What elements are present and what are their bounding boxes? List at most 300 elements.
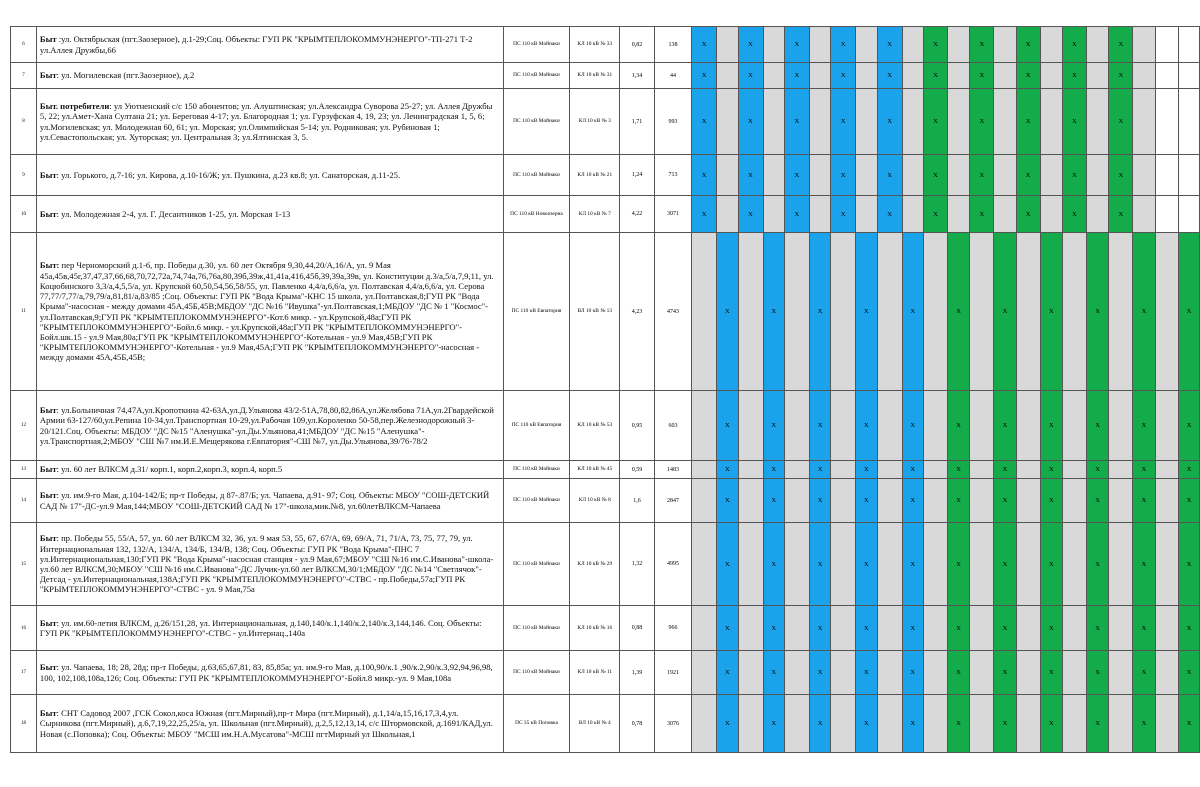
- schedule-cell: [809, 89, 830, 155]
- schedule-cell: [1155, 523, 1179, 606]
- load-value-cell: 0,78: [620, 695, 655, 753]
- consumers-count-cell: 966: [654, 606, 691, 651]
- schedule-cell: [902, 196, 923, 233]
- schedule-mark-cell: X: [1062, 27, 1086, 63]
- consumers-count-cell: 3076: [654, 695, 691, 753]
- schedule-cell: [1016, 695, 1040, 753]
- schedule-mark-cell: X: [1040, 523, 1062, 606]
- load-value-cell: 0,82: [620, 27, 655, 63]
- outage-schedule-table: [10, 26, 1200, 753]
- schedule-cell: [1155, 63, 1179, 89]
- schedule-cell: [1155, 606, 1179, 651]
- schedule-mark-cell: X: [947, 391, 969, 461]
- consumers-count-cell: 2847: [654, 479, 691, 523]
- schedule-cell: [831, 523, 856, 606]
- consumer-label: Быт. потребители: [39, 101, 110, 112]
- schedule-cell: [994, 155, 1016, 196]
- schedule-mark-cell: X: [1016, 63, 1040, 89]
- schedule-cell: [877, 695, 902, 753]
- schedule-cell: [1133, 63, 1155, 89]
- schedule-cell: [831, 606, 856, 651]
- row-number: 10: [11, 196, 37, 233]
- schedule-mark-cell: X: [809, 695, 830, 753]
- schedule-cell: [1087, 196, 1109, 233]
- schedule-mark-cell: X: [1109, 63, 1133, 89]
- schedule-cell: [902, 155, 923, 196]
- schedule-cell: [738, 606, 763, 651]
- schedule-cell: [994, 89, 1016, 155]
- feeder-line-cell: КЛ 10 кВ № 21: [570, 155, 620, 196]
- schedule-cell: [1109, 391, 1133, 461]
- schedule-cell: [1062, 233, 1086, 391]
- feeder-line-cell: КЛ 10 кВ № 8: [570, 479, 620, 523]
- schedule-mark-cell: X: [970, 155, 994, 196]
- schedule-cell: [738, 651, 763, 695]
- substation-cell: ПС 110 кВ Мойнаки: [503, 155, 570, 196]
- schedule-cell: [1155, 233, 1179, 391]
- schedule-mark-cell: X: [1179, 695, 1200, 753]
- consumer-addresses: пер Черноморский д.1-6, пр. Победы д.30, ул. 60 лет Октября 9,30,44,20/А,16/А, ул. 9 Мая 45а,45в,45г,37,47,37,66,68,70,72,72а,74,74а,76,76а,80,39б,39ж,41,41а,416,45б,39,39а,39в, ул. Конституции д.3/а,5/а,7,9,11, ул. Коцюбинского 3,3/а,4,5,5/а, ул. Крупской 60,50,54,56,58/55, ул. Павленко 4,4/а,6,6/а, ул. Полтавская 4,4/а,6,6/а, ул. Серова 77,77/7,77/а,79,79/а,81,81/а,83/85 ;Соц. Объекты: ГУП РК "Вода Крыма"-КНС 15 школа, ул.Полтавская,8;ГУП РК "Вода Крыма"-насосная - между домами 45А,45Б,45В;МБДОУ "ДС №16 "Ивушка"-ул.Полтавская,1;МБДОУ "ДС № 1 "Космос"- ул.Полтавская,9;ГУП РК "КРЫМТЕПЛОКОММУНЭНЕРГО"-Кот.6 микр. - ул.Крупской,48а;ГУП РК "КРЫМТЕПЛОКОММУНЭНЕРГО"-Бойл.6 микр. - ул.Крупской,48а;ГУП РК "КРЫМТЕПЛОКОММУНЭНЕРГО"-Бойл.шк.15 - ул.9 Мая,80а;ГУП РК "КРЫМТЕПЛОКОММУНЭНЕРГО"-Котельная - ул.9 Мая,45В;ГУП РК "КРЫМТЕПЛОКОММУНЭНЕРГО"-Котельная - ул.9 Мая,45А;ГУП РК "КРЫМТЕПЛОКОММУНЭНЕРГО"-насосная - между домами 45А,45Б,45В;: [39, 260, 494, 363]
- consumer-label: Быт: [39, 70, 57, 81]
- consumer-label: Быт: [39, 708, 57, 719]
- table-row: [11, 63, 1200, 89]
- load-value-cell: 1,32: [620, 523, 655, 606]
- consumer-description: [36, 651, 503, 695]
- substation-cell: ПС 110 кВ Мойнаки: [503, 27, 570, 63]
- schedule-cell: [947, 196, 969, 233]
- schedule-cell: [738, 391, 763, 461]
- schedule-cell: [1155, 651, 1179, 695]
- schedule-mark-cell: X: [902, 695, 923, 753]
- schedule-mark-cell: X: [877, 63, 902, 89]
- schedule-cell: [1016, 606, 1040, 651]
- schedule-cell: [877, 233, 902, 391]
- schedule-cell: [1040, 63, 1062, 89]
- schedule-mark-cell: X: [856, 606, 877, 651]
- schedule-cell: [923, 479, 947, 523]
- substation-cell: ПС 110 кВ Мойнаки: [503, 606, 570, 651]
- schedule-mark-cell: X: [831, 27, 856, 63]
- schedule-cell: [784, 391, 809, 461]
- load-value-cell: 4,22: [620, 196, 655, 233]
- table-row: [11, 606, 1200, 651]
- schedule-mark-cell: X: [1087, 391, 1109, 461]
- schedule-mark-cell: X: [923, 63, 947, 89]
- schedule-cell: [1133, 89, 1155, 155]
- schedule-mark-cell: X: [738, 155, 763, 196]
- feeder-line-cell: ВЛ 10 кВ № 13: [570, 233, 620, 391]
- schedule-mark-cell: X: [717, 695, 738, 753]
- schedule-mark-cell: X: [947, 479, 969, 523]
- schedule-mark-cell: X: [1133, 651, 1155, 695]
- schedule-cell: [1109, 479, 1133, 523]
- schedule-mark-cell: X: [831, 196, 856, 233]
- schedule-cell: [784, 606, 809, 651]
- consumer-addresses: : ул. Молодежная 2-4, ул. Г. Десантников 1-25, ул. Морская 1-13: [56, 208, 291, 219]
- substation-cell: ПС 110 кВ Евпатория: [503, 233, 570, 391]
- schedule-mark-cell: X: [1040, 695, 1062, 753]
- schedule-mark-cell: X: [1179, 391, 1200, 461]
- consumer-label: Быт: [39, 662, 57, 673]
- substation-cell: ПС 110 кВ Мойнаки: [503, 461, 570, 479]
- schedule-mark-cell: X: [1179, 606, 1200, 651]
- schedule-cell: [1016, 233, 1040, 391]
- load-value-cell: 4,23: [620, 233, 655, 391]
- schedule-cell: [902, 63, 923, 89]
- schedule-cell: [1040, 196, 1062, 233]
- schedule-mark-cell: X: [877, 196, 902, 233]
- schedule-mark-cell: X: [809, 391, 830, 461]
- schedule-cell: [784, 523, 809, 606]
- load-value-cell: 0,88: [620, 606, 655, 651]
- schedule-cell: [1087, 27, 1109, 63]
- schedule-mark-cell: X: [784, 63, 809, 89]
- schedule-cell: [738, 461, 763, 479]
- schedule-cell: [717, 155, 738, 196]
- feeder-line-cell: КЛ 10 кВ № 29: [570, 523, 620, 606]
- schedule-cell: [923, 606, 947, 651]
- schedule-mark-cell: X: [784, 27, 809, 63]
- consumer-description: [36, 89, 503, 155]
- schedule-mark-cell: X: [738, 89, 763, 155]
- schedule-mark-cell: X: [717, 606, 738, 651]
- schedule-mark-cell: X: [947, 695, 969, 753]
- schedule-cell: [856, 27, 877, 63]
- schedule-mark-cell: X: [1016, 155, 1040, 196]
- consumer-addresses: : пр. Победы 55, 55/А, 57, ул. 60 лет ВЛКСМ 32, 36, ул. 9 мая 53, 55, 67, 67/А, 69, 69/А, 71, 71/А, 73, 75, 77, 79, ул. Интернациональная 132, 132/А, 134/А, 134/Б, 134/В, 138; Соц. Объекты: ГУП РК "Вода Крыма"-ПНС 7 ул.Интернациональная,130;ГУП РК "Вода Крыма"-насосная станция - ул.9 Мая,67;МБОУ "СШ №16 им.С.Иванова"-школа-ул.60 лет ВЛКСМ,30;МБОУ "СШ №16 им.С.Иванова"-ДС Лучик-ул.60 лет ВЛКСМ,30/1;МБДОУ "ДС №14 "Светлячок"-Детсад - ул.Интернациональная,138А;ГУП РК "КРЫМТЕПЛОКОММУНЭНЕРГО"-СТВС - пр.Победы,57а;ГУП РК "КРЫМТЕПЛОКОММУНЭНЕРГО"-СТВС - ул. 9 Мая,75а: [39, 533, 494, 595]
- feeder-line-cell: КЛ 10 кВ № 33: [570, 27, 620, 63]
- schedule-mark-cell: X: [970, 63, 994, 89]
- schedule-mark-cell: X: [923, 89, 947, 155]
- schedule-cell: [1109, 523, 1133, 606]
- schedule-cell: [856, 89, 877, 155]
- schedule-cell: [1109, 695, 1133, 753]
- schedule-mark-cell: X: [994, 391, 1016, 461]
- consumers-count-cell: 603: [654, 391, 691, 461]
- schedule-mark-cell: X: [856, 695, 877, 753]
- schedule-cell: [809, 155, 830, 196]
- schedule-cell: [1016, 391, 1040, 461]
- schedule-mark-cell: X: [1109, 196, 1133, 233]
- table-row: [11, 461, 1200, 479]
- schedule-mark-cell: X: [947, 651, 969, 695]
- schedule-cell: [692, 606, 717, 651]
- schedule-mark-cell: X: [809, 479, 830, 523]
- table-row: [11, 27, 1200, 63]
- schedule-mark-cell: X: [692, 196, 717, 233]
- schedule-cell: [1179, 63, 1200, 89]
- substation-cell: ПС 110 кВ Новоозерна: [503, 196, 570, 233]
- consumer-description: [36, 196, 503, 233]
- schedule-cell: [692, 523, 717, 606]
- schedule-mark-cell: X: [1133, 233, 1155, 391]
- schedule-cell: [970, 695, 994, 753]
- schedule-cell: [692, 695, 717, 753]
- load-value-cell: 1,24: [620, 155, 655, 196]
- schedule-mark-cell: X: [1087, 461, 1109, 479]
- schedule-cell: [784, 461, 809, 479]
- schedule-mark-cell: X: [1133, 391, 1155, 461]
- schedule-cell: [1016, 461, 1040, 479]
- schedule-cell: [947, 27, 969, 63]
- schedule-cell: [1062, 479, 1086, 523]
- schedule-mark-cell: X: [763, 695, 784, 753]
- schedule-cell: [970, 233, 994, 391]
- schedule-mark-cell: X: [692, 27, 717, 63]
- consumers-count-cell: 4995: [654, 523, 691, 606]
- schedule-cell: [1155, 155, 1179, 196]
- schedule-mark-cell: X: [692, 155, 717, 196]
- schedule-cell: [1155, 695, 1179, 753]
- load-value-cell: 1,71: [620, 89, 655, 155]
- schedule-cell: [970, 461, 994, 479]
- schedule-mark-cell: X: [717, 651, 738, 695]
- schedule-cell: [1087, 63, 1109, 89]
- schedule-mark-cell: X: [738, 63, 763, 89]
- schedule-cell: [784, 651, 809, 695]
- schedule-cell: [1179, 89, 1200, 155]
- schedule-mark-cell: X: [877, 89, 902, 155]
- schedule-mark-cell: X: [856, 523, 877, 606]
- schedule-cell: [970, 523, 994, 606]
- schedule-mark-cell: X: [994, 606, 1016, 651]
- schedule-cell: [923, 523, 947, 606]
- load-value-cell: 0,59: [620, 461, 655, 479]
- schedule-cell: [831, 461, 856, 479]
- substation-cell: ПС 110 кВ Мойнаки: [503, 479, 570, 523]
- schedule-mark-cell: X: [1179, 479, 1200, 523]
- consumer-label: Быт: [39, 464, 57, 475]
- schedule-table-container: [10, 26, 1200, 753]
- schedule-mark-cell: X: [994, 695, 1016, 753]
- schedule-mark-cell: X: [809, 233, 830, 391]
- schedule-cell: [970, 606, 994, 651]
- schedule-cell: [717, 196, 738, 233]
- consumer-label: Быт: [39, 405, 57, 416]
- schedule-cell: [763, 27, 784, 63]
- schedule-mark-cell: X: [902, 523, 923, 606]
- consumer-description: [36, 63, 503, 89]
- schedule-cell: [809, 196, 830, 233]
- load-value-cell: 1,39: [620, 651, 655, 695]
- feeder-line-cell: КЛ 10 кВ № 16: [570, 606, 620, 651]
- schedule-cell: [1155, 461, 1179, 479]
- schedule-mark-cell: X: [947, 523, 969, 606]
- schedule-cell: [738, 479, 763, 523]
- consumers-count-cell: 1921: [654, 651, 691, 695]
- consumer-label: Быт: [39, 533, 57, 544]
- schedule-mark-cell: X: [1016, 27, 1040, 63]
- schedule-cell: [947, 63, 969, 89]
- schedule-cell: [1155, 89, 1179, 155]
- schedule-mark-cell: X: [994, 233, 1016, 391]
- schedule-mark-cell: X: [1062, 155, 1086, 196]
- schedule-cell: [1109, 233, 1133, 391]
- schedule-cell: [809, 63, 830, 89]
- schedule-mark-cell: X: [1040, 651, 1062, 695]
- schedule-mark-cell: X: [856, 233, 877, 391]
- schedule-mark-cell: X: [763, 391, 784, 461]
- schedule-mark-cell: X: [1087, 233, 1109, 391]
- schedule-cell: [717, 63, 738, 89]
- schedule-mark-cell: X: [1179, 461, 1200, 479]
- schedule-cell: [1087, 155, 1109, 196]
- consumer-label: Быт: [39, 208, 57, 219]
- schedule-mark-cell: X: [831, 155, 856, 196]
- consumer-label: Быт: [39, 34, 57, 45]
- consumers-count-cell: 1483: [654, 461, 691, 479]
- schedule-mark-cell: X: [738, 27, 763, 63]
- schedule-mark-cell: X: [902, 391, 923, 461]
- schedule-mark-cell: X: [1133, 695, 1155, 753]
- schedule-mark-cell: X: [1062, 196, 1086, 233]
- schedule-mark-cell: X: [784, 196, 809, 233]
- schedule-cell: [1062, 695, 1086, 753]
- schedule-mark-cell: X: [717, 479, 738, 523]
- schedule-mark-cell: X: [763, 461, 784, 479]
- schedule-cell: [970, 391, 994, 461]
- consumer-label: Быт: [39, 490, 57, 501]
- schedule-mark-cell: X: [877, 155, 902, 196]
- schedule-mark-cell: X: [856, 391, 877, 461]
- schedule-mark-cell: X: [1040, 233, 1062, 391]
- schedule-cell: [763, 89, 784, 155]
- schedule-cell: [1155, 196, 1179, 233]
- schedule-cell: [1040, 155, 1062, 196]
- feeder-line-cell: КЛ 10 кВ № 45: [570, 461, 620, 479]
- table-row: [11, 651, 1200, 695]
- schedule-mark-cell: X: [809, 461, 830, 479]
- schedule-mark-cell: X: [1179, 651, 1200, 695]
- schedule-cell: [692, 651, 717, 695]
- schedule-mark-cell: X: [763, 479, 784, 523]
- schedule-cell: [1179, 155, 1200, 196]
- schedule-cell: [1179, 196, 1200, 233]
- schedule-cell: [923, 461, 947, 479]
- load-value-cell: 0,95: [620, 391, 655, 461]
- row-number: 18: [11, 695, 37, 753]
- consumer-addresses: : ул. Горького, д.7-16; ул. Кирова, д.10-16/Ж; ул. Пушкина, д.23 кв.8; ул. Санаторская, д.11-25.: [56, 169, 401, 180]
- consumer-description: [36, 461, 503, 479]
- schedule-cell: [738, 695, 763, 753]
- schedule-cell: [1109, 606, 1133, 651]
- schedule-cell: [1155, 391, 1179, 461]
- schedule-mark-cell: X: [1109, 155, 1133, 196]
- load-value-cell: 1,34: [620, 63, 655, 89]
- schedule-mark-cell: X: [692, 63, 717, 89]
- consumer-addresses: : ул. 60 лет ВЛКСМ д.31/ корп.1, корп.2,корп.3, корп.4, корп.5: [56, 464, 283, 475]
- schedule-mark-cell: X: [1133, 461, 1155, 479]
- schedule-cell: [784, 479, 809, 523]
- schedule-cell: [947, 89, 969, 155]
- table-row: [11, 155, 1200, 196]
- consumers-count-cell: 44: [654, 63, 691, 89]
- row-number: 8: [11, 89, 37, 155]
- schedule-cell: [831, 479, 856, 523]
- consumer-addresses: : ул.Больничная 74,47А,ул.Кропоткина 42-63А,ул.Д.Ульянова 43/2-51А,78,80,82,86А,ул.Желябова 71А,ул.2Гвардейской Армии 63-127/60,ул.Репина 10-34,ул.Транспортная 10-29,ул.Рабочая 109,ул.Короленко 50-58,пер.Железнодорожный 3-20/121.Соц. Объекты: МБДОУ "ДС №15 "Аленушка"-ул.Ды.Ульянова,41;МБДОУ "ДС №15 "Аленушка"-ул.Транспортная,2;МБОУ "СШ №7 им.И.Е.Мещерякова г.Евпатория"-СШ №7, ул.Ды.Ульянова,39/76-78/2: [39, 405, 494, 446]
- schedule-mark-cell: X: [784, 155, 809, 196]
- schedule-mark-cell: X: [1087, 695, 1109, 753]
- schedule-mark-cell: X: [902, 233, 923, 391]
- schedule-cell: [831, 233, 856, 391]
- schedule-mark-cell: X: [994, 479, 1016, 523]
- feeder-line-cell: ВЛ 10 кВ № 4: [570, 695, 620, 753]
- schedule-mark-cell: X: [994, 461, 1016, 479]
- schedule-cell: [763, 196, 784, 233]
- schedule-mark-cell: X: [1133, 523, 1155, 606]
- schedule-cell: [692, 461, 717, 479]
- schedule-cell: [856, 196, 877, 233]
- schedule-mark-cell: X: [763, 651, 784, 695]
- schedule-mark-cell: X: [831, 63, 856, 89]
- schedule-cell: [970, 479, 994, 523]
- schedule-cell: [1179, 27, 1200, 63]
- schedule-mark-cell: X: [856, 461, 877, 479]
- schedule-cell: [1109, 651, 1133, 695]
- schedule-mark-cell: X: [947, 606, 969, 651]
- schedule-cell: [877, 461, 902, 479]
- schedule-cell: [738, 233, 763, 391]
- consumer-label: Быт:: [39, 260, 60, 271]
- schedule-mark-cell: X: [994, 523, 1016, 606]
- schedule-cell: [1133, 155, 1155, 196]
- feeder-line-cell: КЛ 10 кВ № 53: [570, 391, 620, 461]
- schedule-cell: [877, 523, 902, 606]
- schedule-mark-cell: X: [717, 391, 738, 461]
- schedule-cell: [877, 606, 902, 651]
- row-number: 11: [11, 233, 37, 391]
- schedule-cell: [923, 651, 947, 695]
- consumer-addresses: : ул. Могилевская (пгт.Заозерное), д.2: [56, 70, 195, 81]
- schedule-mark-cell: X: [994, 651, 1016, 695]
- row-number: 15: [11, 523, 37, 606]
- row-number: 7: [11, 63, 37, 89]
- row-number: 12: [11, 391, 37, 461]
- schedule-mark-cell: X: [809, 523, 830, 606]
- table-row: [11, 695, 1200, 753]
- row-number: 13: [11, 461, 37, 479]
- schedule-mark-cell: X: [923, 27, 947, 63]
- schedule-cell: [784, 233, 809, 391]
- schedule-cell: [1040, 89, 1062, 155]
- consumer-description: [36, 233, 503, 391]
- schedule-mark-cell: X: [1179, 523, 1200, 606]
- schedule-mark-cell: X: [717, 233, 738, 391]
- schedule-cell: [763, 63, 784, 89]
- schedule-cell: [970, 651, 994, 695]
- consumer-description: [36, 523, 503, 606]
- schedule-mark-cell: X: [1040, 606, 1062, 651]
- schedule-mark-cell: X: [1109, 89, 1133, 155]
- schedule-mark-cell: X: [1087, 651, 1109, 695]
- schedule-mark-cell: X: [1133, 479, 1155, 523]
- schedule-cell: [763, 155, 784, 196]
- row-number: 16: [11, 606, 37, 651]
- schedule-cell: [856, 63, 877, 89]
- schedule-mark-cell: X: [1179, 233, 1200, 391]
- schedule-cell: [877, 391, 902, 461]
- consumer-description: [36, 391, 503, 461]
- schedule-cell: [877, 651, 902, 695]
- schedule-mark-cell: X: [970, 27, 994, 63]
- consumer-addresses: :ул. Октябрьская (пгт.Заозерное), д.1-29;Соц. Объекты: ГУП РК "КРЫМТЕПЛОКОММУНЭНЕРГО"-ТП-271 Т-2 ул.Аллея Дружбы,66: [39, 34, 473, 55]
- schedule-cell: [1062, 606, 1086, 651]
- schedule-cell: [923, 695, 947, 753]
- schedule-cell: [1062, 461, 1086, 479]
- schedule-cell: [856, 155, 877, 196]
- consumer-label: Быт: [39, 169, 57, 180]
- schedule-cell: [1087, 89, 1109, 155]
